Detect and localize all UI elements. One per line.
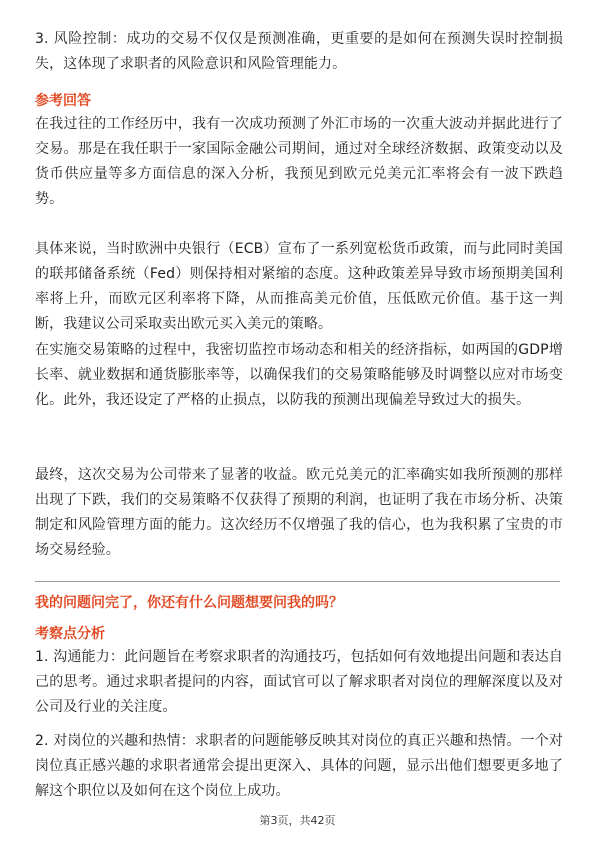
answer-paragraph: 在实施交易策略的过程中，我密切监控市场动态和相关的经济指标，如两国的GDP增长率、就业数据和通货膨胀率等，以确保我们的交易策略能够及时调整以应对市场变化。此外，我还设定了严格的止损点，以防我的预测出现偏差导致过大的损失。 (35, 342, 563, 408)
question-title: 我的问题问完了，你还有什么问题想要问我的吗？ (35, 595, 343, 611)
answer-paragraph: 具体来说，当时欧洲中央银行（ECB）宣布了一系列宽松货币政策，而与此同时美国的联邦储备系统（Fed）则保持相对紧缩的态度。这种政策差异导致市场预期美国利率将上升，而欧元区利率将下降，从而推高美元价值，压低欧元价值。基于这一判断，我建议公司采取卖出欧元买入美元的策略。 (35, 241, 563, 332)
reference-answer-heading: 参考回答 (35, 93, 91, 109)
analysis-point: 1. 沟通能力：此问题旨在考察求职者的沟通技巧，包括如何有效地提出问题和表达自己的思考。通过求职者提问的内容，面试官可以了解求职者对岗位的理解深度以及对公司及行业的关注度。 (35, 649, 563, 715)
analysis-point: 2. 对岗位的兴趣和热情：求职者的问题能够反映其对岗位的真正兴趣和热情。一个对岗位真正感兴趣的求职者通常会提出更深入、具体的问题，显示出他们想要更多地了解这个职位以及如何在这个岗位上成功。 (35, 733, 563, 799)
risk-control-point: 3. 风险控制：成功的交易不仅仅是预测准确，更重要的是如何在预测失误时控制损失，这体现了求职者的风险意识和风险管理能力。 (35, 31, 563, 72)
answer-paragraph: 在我过往的工作经历中，我有一次成功预测了外汇市场的一次重大波动并据此进行了交易。那是在我任职于一家国际金融公司期间，通过对全球经济数据、政策变动以及货币供应量等多方面信息的深入分析，我预见到欧元兑美元汇率将会有一波下跌趋势。 (35, 116, 563, 207)
answer-paragraph: 最终，这次交易为公司带来了显著的收益。欧元兑美元的汇率确实如我所预测的那样出现了下跌，我们的交易策略不仅获得了预期的利润，也证明了我在市场分析、决策制定和风险管理方面的能力。这次经历不仅增强了我的信心，也为我积累了宝贵的市场交易经验。 (35, 467, 563, 558)
analysis-heading: 考察点分析 (35, 626, 105, 642)
page-footer: 第3页，共42页 (259, 814, 336, 827)
section-divider (35, 581, 560, 582)
